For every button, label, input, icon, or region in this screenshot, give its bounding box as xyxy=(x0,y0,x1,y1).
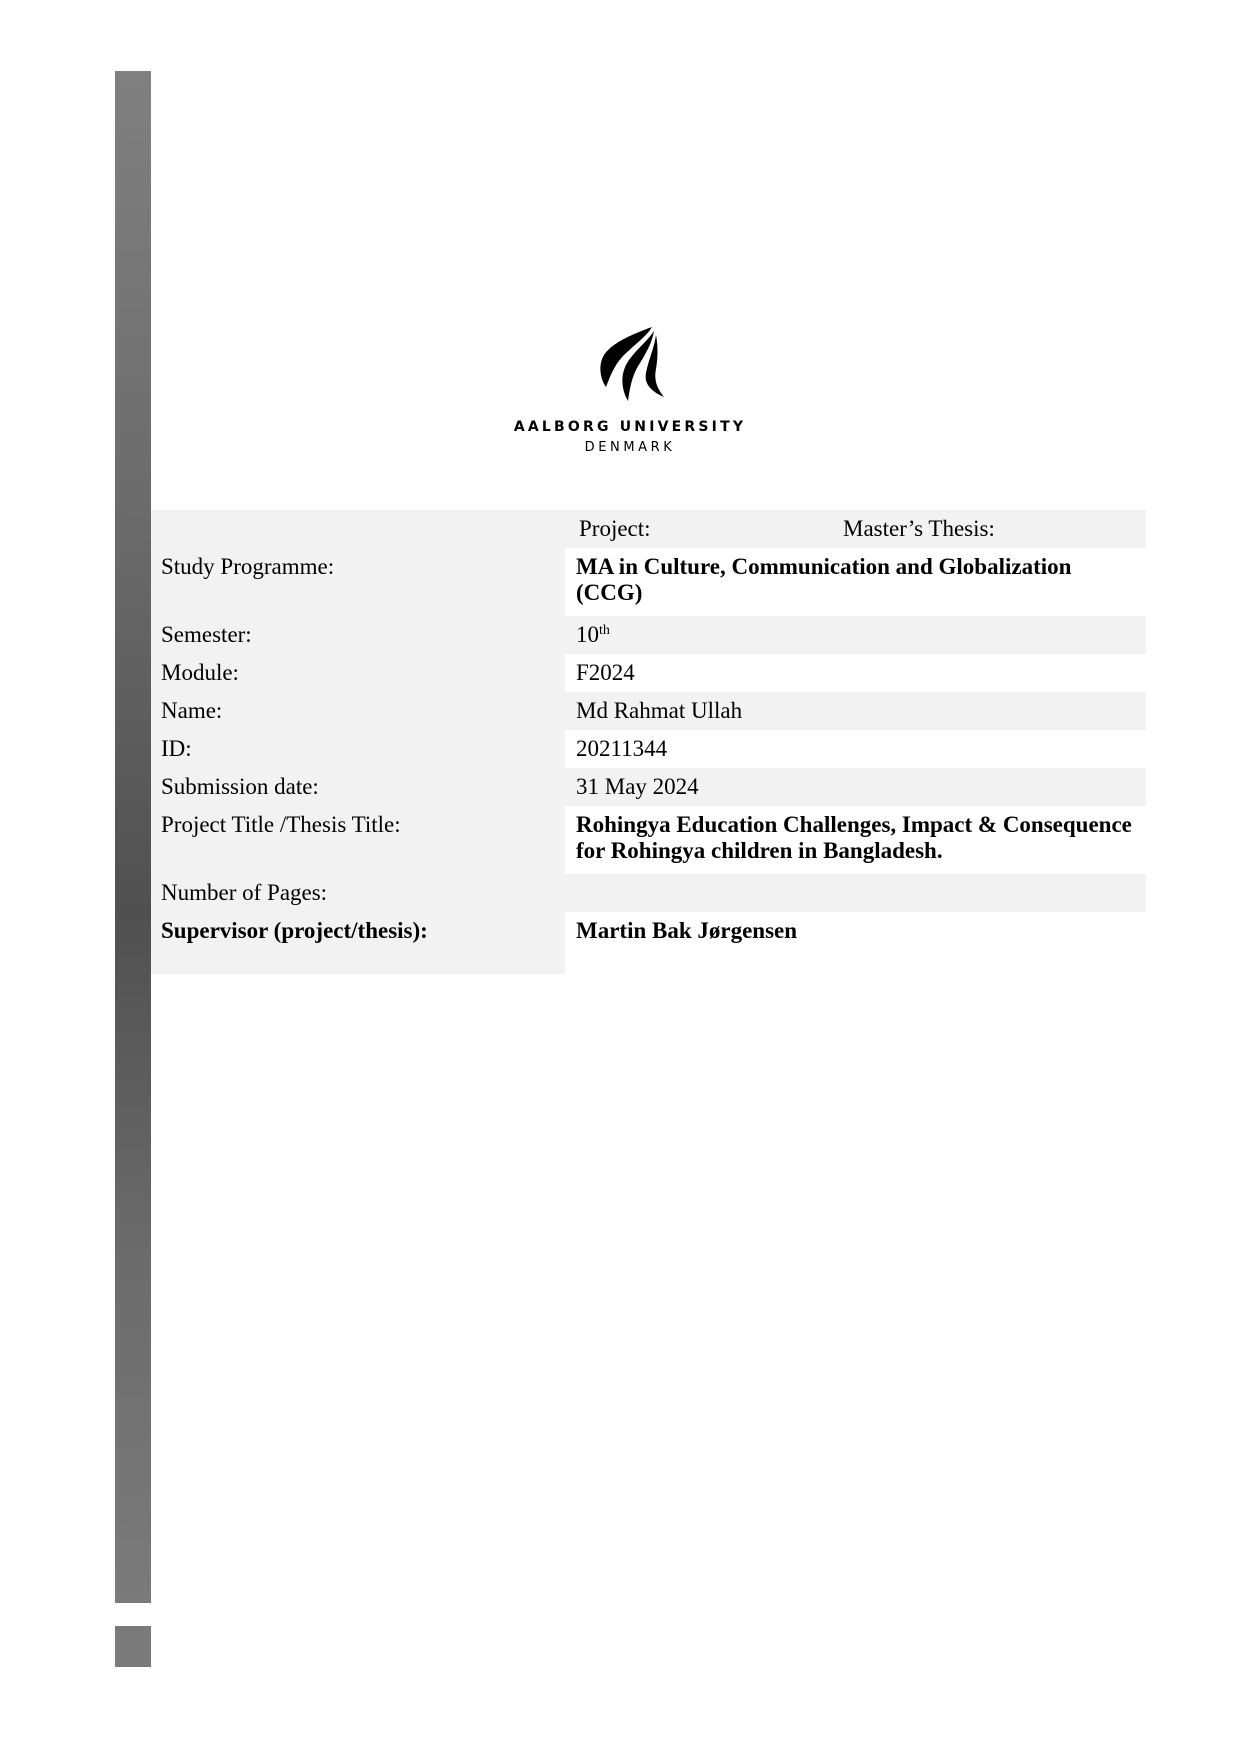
project-type-row xyxy=(151,510,1146,548)
semester-suffix: th xyxy=(599,623,610,638)
row-label: Name: xyxy=(151,692,565,730)
table-row-submission-date xyxy=(151,768,1146,806)
row-label: Number of Pages: xyxy=(151,874,565,912)
row-value: 31 May 2024 xyxy=(565,768,1146,806)
table-row-thesis-title xyxy=(151,806,1146,874)
row-value: Rohingya Education Challenges, Impact & Consequence for Rohingya children in Bangladesh. xyxy=(565,806,1146,874)
row-label: ID: xyxy=(151,730,565,768)
empty-label-cell xyxy=(151,510,565,548)
semester-number: 10 xyxy=(576,622,599,647)
table-row-semester xyxy=(151,616,1146,654)
thesis-label: Master’s Thesis: xyxy=(843,516,995,541)
university-country: DENMARK xyxy=(584,440,676,455)
university-logo xyxy=(500,325,760,455)
table-row-module xyxy=(151,654,1146,692)
row-label: Module: xyxy=(151,654,565,692)
row-value: Md Rahmat Ullah xyxy=(565,692,1146,730)
table-row-supervisor xyxy=(151,912,1146,974)
row-value: F2024 xyxy=(565,654,1146,692)
row-value: MA in Culture, Communication and Globalization (CCG) xyxy=(565,548,1146,616)
project-type-cell xyxy=(565,510,1146,548)
university-name: AALBORG UNIVERSITY xyxy=(513,419,747,435)
table-row-name xyxy=(151,692,1146,730)
row-value: 20211344 xyxy=(565,730,1146,768)
decorative-sidebar-bar xyxy=(115,71,151,1603)
row-label: Study Programme: xyxy=(151,548,565,616)
project-label: Project: xyxy=(579,516,651,541)
decorative-sidebar-square xyxy=(115,1626,151,1667)
table-row-study-programme xyxy=(151,548,1146,616)
cover-info-table xyxy=(151,510,1146,974)
row-value xyxy=(565,616,1146,654)
row-label: Supervisor (project/thesis): xyxy=(151,912,565,974)
aalborg-waves-logo-icon xyxy=(590,325,670,405)
row-label: Semester: xyxy=(151,616,565,654)
table-row-id xyxy=(151,730,1146,768)
row-value xyxy=(565,874,1146,912)
row-label: Submission date: xyxy=(151,768,565,806)
row-value: Martin Bak Jørgensen xyxy=(565,912,1146,974)
row-label: Project Title /Thesis Title: xyxy=(151,806,565,874)
table-row-number-of-pages xyxy=(151,874,1146,912)
